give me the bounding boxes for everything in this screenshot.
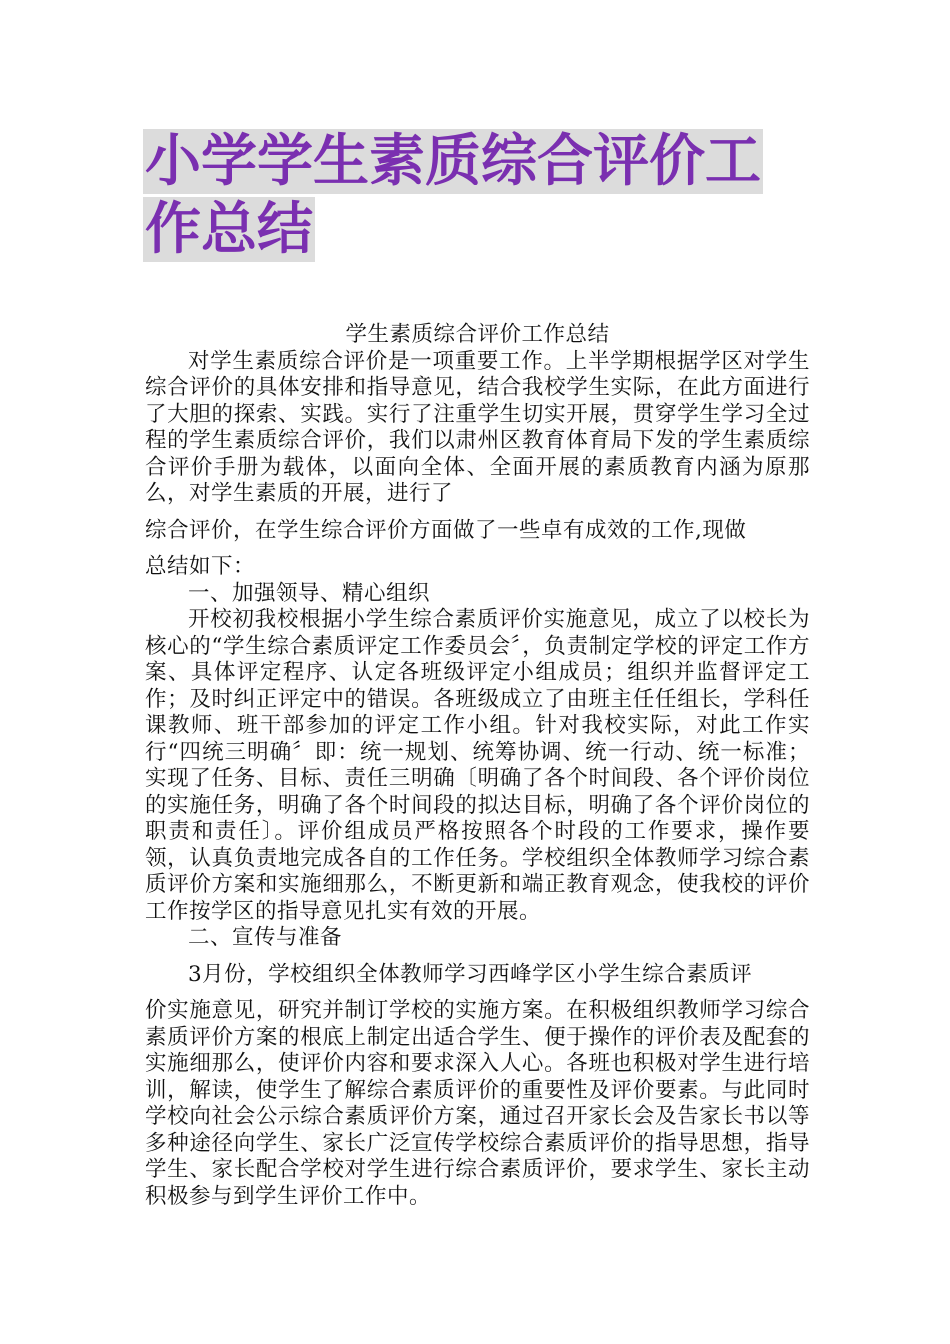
section-heading-1: 一、加强领导、精心组织 — [188, 580, 431, 606]
paragraph-section-1: 开校初我校根据小学生综合素质评价实施意见，成立了以校长为核心的“学生综合素质评定工作委员会〞，负责制定学校的评定工作方案、具体评定程序、认定各班级评定小组成员；组织并监督评定工作；及时纠正评定中的错误。各班级成立了由班主任任组长，学科任课教师、班干部参加的评定工作小组。针对我校实际，对此工作实行“四统三明确〞即：统一规划、统筹协调、统一行动、统一标准；实现了任务、目标、责任三明确〔明确了各个时间段、各个评价岗位的实施任务，明确了各个时间段的拟达目标，明确了各个评价岗位的职责和责任〕。评价组成员严格按照各个时段的工作要求，操作要领，认真负责地完成各自的工作任务。学校组织全体教师学习综合素质评价方案和实施细那么，不断更新和端正教育观念，使我校的评价工作按学区的指导意见扎实有效的开展。 — [145, 607, 810, 924]
paragraph-section-2: 价实施意见，研究并制订学校的实施方案。在积极组织教师学习综合素质评价方案的根底上制定出适合学生、便于操作的评价表及配套的实施细那么，使评价内容和要求深入人心。各班也积极对学生进行培训，解读，使学生了解综合素质评价的重要性及评价要素。与此同时学校向社会公示综合素质评价方案，通过召开家长会及告家长书以等多种途径向学生、家长广泛宣传学校综合素质评价的指导思想，指导学生、家长配合学校对学生进行综合素质评价，要求学生、家长主动积极参与到学生评价工作中。 — [145, 998, 810, 1209]
document-subtitle: 学生素质综合评价工作总结 — [345, 322, 610, 347]
paragraph-summary-lead: 总结如下： — [145, 554, 256, 579]
paragraph-intro: 对学生素质综合评价是一项重要工作。上半学期根据学区对学生综合评价的具体安排和指导意见，结合我校学生实际，在此方面进行了大胆的探索、实践。实行了注重学生切实开展，贯穿学生学习全过程的学生素质综合评价，我们以肃州区教育体育局下发的学生素质综合评价手册为载体，以面向全体、全面开展的素质教育内涵为原那么，对学生素质的开展，进行了 — [145, 348, 810, 506]
section-heading-2: 二、宣传与准备 — [188, 925, 343, 950]
document-body — [145, 322, 810, 1210]
document-title-text: 小学学生素质综合评价工作总结 — [145, 129, 761, 262]
document-title — [143, 128, 813, 264]
paragraph-section-2-lead: 3月份，学校组织全体教师学习西峰学区小学生综合素质评 — [188, 961, 753, 987]
paragraph-intro-continued: 综合评价，在学生综合评价方面做了一些卓有成效的工作,现做 — [145, 517, 747, 543]
